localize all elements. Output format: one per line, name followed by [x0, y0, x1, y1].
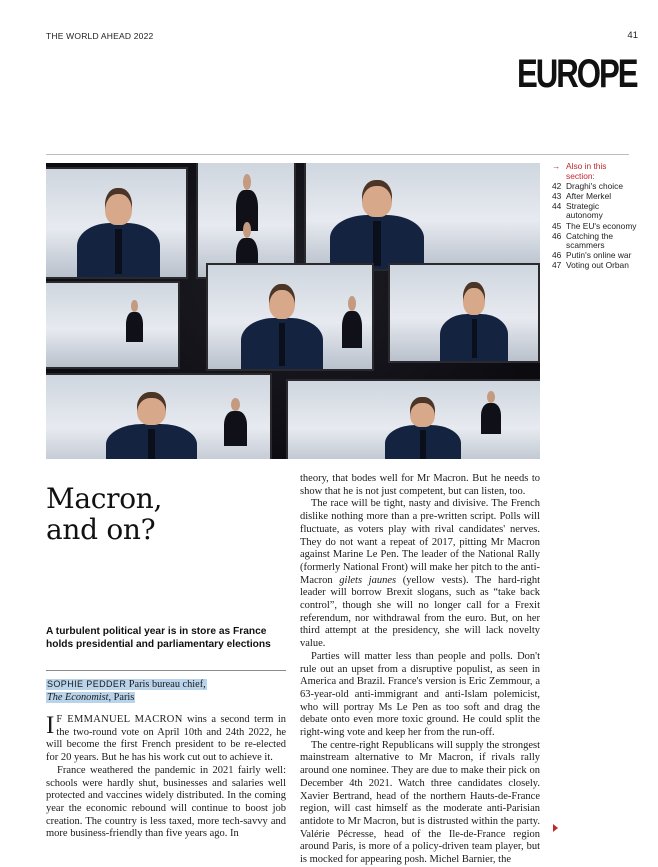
article-column-1	[46, 714, 286, 841]
article-headline: Macron, and on?	[46, 482, 163, 546]
drop-cap: I	[46, 712, 55, 739]
byline-name: SOPHIE PEDDER	[47, 679, 127, 689]
paragraph-continued: theory, that bodes well for Mr Macron. But he needs to show that he is not just competent, but can listen, too.	[300, 473, 540, 497]
continue-arrow-icon	[553, 824, 558, 832]
paragraph-1: I F EMMANUEL MACRON wins a second term in the two-round vote on April 10th and 24th 2022, he will become the first French president to be re-elected for 20 years. But he has his work cut out to achieve it.	[46, 712, 286, 764]
tv-screen	[304, 163, 540, 271]
section-contents-sidebar	[552, 162, 637, 271]
sidebar-item[interactable]: 46 Catching the scammers	[552, 230, 614, 251]
tv-screen	[196, 163, 296, 279]
paragraph-3: The race will be tight, nasty and divisive. The French dislike nothing more than a pre-written script. Polls will fluctuate, as voters play with rival candidates' nerves. They do not want a repeat of 2017, pitting Mr Macron against Marine Le Pen. The leader of the National Rally (formerly National Front) will make her pitch to the anti-Macron gilets jaunes (yellow vests). The hard-right leader will borrow Brexit slogans, such as “take back control”, though she will no longer call for a Frexit referendum, nor withdrawal from the euro. But, on her third attempt at the presidency, she will lack novelty value.	[300, 498, 540, 650]
tv-screen	[46, 167, 188, 279]
tv-screen	[46, 373, 272, 459]
sidebar-item[interactable]: 43 After Merkel	[552, 190, 612, 201]
paragraph-5: The centre-right Republicans will supply the strongest mainstream alternative to Mr Macron, if rivals rally around one nominee. They are due to make their pick on December 4th 2021. Watch three candidates closely. Xavier Bertrand, head of the northern Hauts-de-France region, will cast himself as the moderate anti-Parisian antidote to Mr Macron, but is distrusted within the party. Valérie Pécresse, head of the Ile-de-France region around Paris, is more of a policy-driven team player, but is mocked for appearing posh. Michel Barnier, the	[300, 739, 540, 866]
byline: SOPHIE PEDDER Paris bureau chief, The Economist, Paris	[47, 679, 206, 703]
sidebar-item[interactable]: 44 Strategic autonomy	[552, 200, 603, 221]
sidebar-item[interactable]: 45 The EU's economy	[552, 220, 637, 231]
byline-publication: The Economist	[47, 692, 109, 703]
tv-screen	[46, 281, 180, 369]
arrow-right-icon: →	[552, 161, 561, 171]
byline-rule	[46, 670, 286, 671]
header-rule	[46, 154, 629, 155]
paragraph-4: Parties will matter less than people and polls. Don't rule out an upset from a disruptive populist, as seen in America and Brazil. France's version is Eric Zemmour, a 63-year-old anti-immigrant and anti-Islam polemicist, who will portray Ms Le Pen as too soft and drag the debate onto even more toxic ground. He could split the right-wing vote and keep her from the run-off.	[300, 650, 540, 739]
article-column-2	[300, 473, 540, 867]
sidebar-item[interactable]: 46 Putin's online war	[552, 250, 632, 261]
page-number: 41	[627, 30, 638, 41]
running-head: THE WORLD AHEAD 2022	[46, 31, 154, 41]
sidebar-item[interactable]: 47 Voting out Orban	[552, 260, 629, 271]
standfirst: A turbulent political year is in store as France holds presidential and parliamentary elections	[46, 626, 271, 651]
tv-screen	[388, 263, 540, 363]
sidebar-heading: → Also in this section:	[552, 161, 607, 181]
section-title: EUROPE	[517, 52, 637, 96]
tv-screen	[286, 379, 540, 459]
tv-screen	[206, 263, 374, 371]
sidebar-item[interactable]: 42 Draghi's choice	[552, 180, 623, 191]
article-photo	[46, 163, 540, 459]
paragraph-2: France weathered the pandemic in 2021 fairly well: schools were hardly shut, businesses and salaries well protected and vaccines widely distributed. In the coming year the economic rebound will continue to boost job creation. The country is less taxed, more tech-savvy and more business-friendly than five years ago. In	[46, 764, 286, 840]
